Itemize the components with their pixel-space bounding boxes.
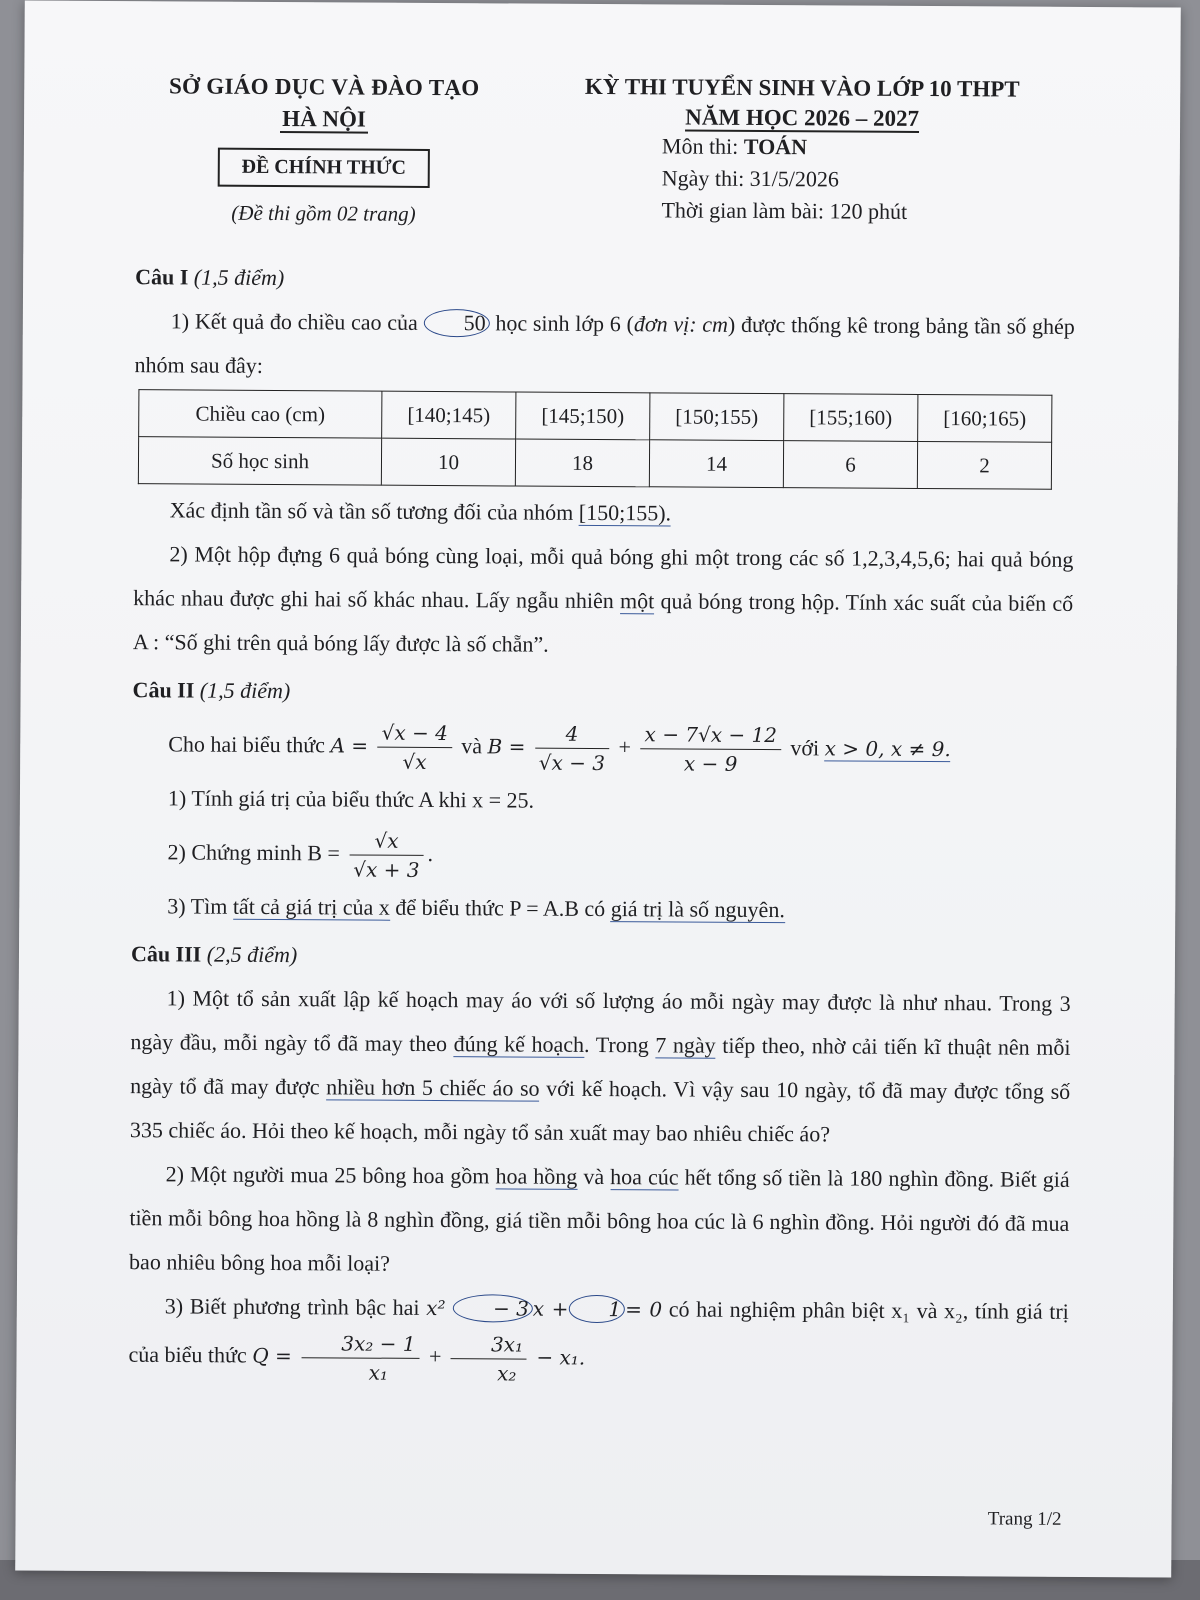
q2-item3: 3) Tìm tất cả giá trị của x để biểu thức P = A.B có giá trị là số nguyên. <box>167 893 785 923</box>
table-cell: 10 <box>381 438 515 486</box>
circled-coefficient: − 3 <box>453 1294 533 1322</box>
circled-number: 50 <box>424 309 490 337</box>
school-year: NĂM HỌC 2026 – 2027 <box>685 104 920 131</box>
date-line: Ngày thi: 31/5/2026 <box>661 165 840 192</box>
exam-date: 31/5/2026 <box>749 165 840 192</box>
fraction-Q2: $\frac{\text{3x₁}}{\text{x₂}}$ <box>451 1330 527 1387</box>
fraction-B1: $\frac{4}{√x - 3}$ <box>535 720 610 777</box>
q3-part2-text: 2) Một người mua 25 bông hoa gồm hoa hồng và hoa cúc hết tổng số tiền là 180 nghìn đồng. Biết giá tiền mỗi bông hoa hồng là 8 nghìn đồng, giá tiền mỗi bông hoa cúc là 6 nghìn đồng. Hỏi người đó đã mua bao nhiêu bông hoa mỗi loại? <box>129 1161 1070 1276</box>
pages-note: (Đề thi gồm 02 trang) <box>231 200 416 226</box>
fraction-A: $\frac{√x - 4}{√x}$ <box>377 719 452 776</box>
table-cell: 18 <box>515 439 649 487</box>
q1-task: Xác định tần số và tần số tương đối của nhóm [150;155). <box>169 497 672 526</box>
header-left <box>143 73 504 227</box>
page-number: Trang 1/2 <box>987 1508 1062 1530</box>
table-row-label: Chiều cao (cm) <box>139 390 382 438</box>
frequency-table <box>138 389 1053 490</box>
table-cell: [145;150) <box>516 392 650 440</box>
department-name: SỞ GIÁO DỤC VÀ ĐÀO TẠO <box>168 73 480 101</box>
exam-body <box>128 249 1075 1391</box>
table-cell: [150;155) <box>650 393 784 441</box>
table-cell: 14 <box>649 440 783 488</box>
q2-expressions: Cho hai biểu thức A = $\frac{√x - 4}{√x}$ và B = $\frac{4}{√x - 3}$ + $\frac{x - 7√x - 12}{x - 9}$ với x > 0, x ≠ 9. <box>132 712 1072 782</box>
table-row <box>138 437 1051 490</box>
official-label: ĐỀ CHÍNH THỨC <box>217 148 430 188</box>
table-cell: 6 <box>783 441 917 489</box>
table-row-label: Số học sinh <box>138 437 381 485</box>
underlined-group: [150;155). <box>578 499 672 526</box>
question-2-title: Câu II (1,5 điểm) <box>132 677 291 704</box>
q2-item2: 2) Chứng minh B = $\frac{√x}{√x + 3}$ . <box>131 820 1071 890</box>
q3-part1-text: 1) Một tổ sản xuất lập kế hoạch may áo với số lượng áo mỗi ngày may được là như nhau. Trong 3 ngày đầu, mỗi ngày tổ đã may theo đúng kế hoạch. Trong 7 ngày tiếp theo, nhờ cải tiến kĩ thuật nên mỗi ngày tổ đã may được nhiều hơn 5 chiếc áo so với kế hoạch. Vì vậy sau 10 ngày, tổ đã may được tổng số 335 chiếc áo. Hỏi theo kế hoạch, mỗi ngày tổ sản xuất may bao nhiêu chiếc áo? <box>129 985 1071 1147</box>
q1-part1-text: 1) Kết quả đo chiều cao của 50 học sinh lớp 6 (đơn vị: cm) được thống kê trong bảng tần số ghép nhóm sau đây: <box>134 308 1075 378</box>
city-name: HÀ NỘI <box>280 106 368 134</box>
table-row <box>139 390 1052 443</box>
circled-constant: 1 <box>568 1295 625 1323</box>
fraction-B-simplified: $\frac{√x}{√x + 3}$ <box>349 827 424 884</box>
condition: x > 0, x ≠ 9. <box>824 736 951 762</box>
table-cell: [140;145) <box>382 391 516 439</box>
exam-paper <box>15 0 1181 1577</box>
table-cell: [160;165) <box>918 394 1052 442</box>
q3-part3-text: 3) Biết phương trình bậc hai x² − 3 x + 1 = 0 có hai nghiệm phân biệt x₁ và x₂, tính giá trị của biểu thức Q = $\frac{\text{3x₂ − 1}}{\text{x₁}}$ + $\frac{\text{3x₁}}{\text{x₂}}$ − x₁. <box>128 1284 1069 1391</box>
subject-line: Môn thi: TOÁN <box>661 133 808 160</box>
table-cell: [155;160) <box>784 394 918 442</box>
exam-title: KỲ THI TUYỂN SINH VÀO LỚP 10 THPT <box>584 73 1020 102</box>
fraction-B2: $\frac{x - 7√x - 12}{x - 9}$ <box>640 721 781 779</box>
duration-line: Thời gian làm bài: 120 phút <box>661 197 908 224</box>
question-3-title: Câu III (2,5 điểm) <box>130 941 298 968</box>
q2-item1: 1) Tính giá trị của biểu thức A khi x = 25. <box>167 785 535 813</box>
question-1-title: Câu I (1,5 điểm) <box>135 264 285 291</box>
header-right <box>551 74 1052 229</box>
subject: TOÁN <box>743 133 808 160</box>
table-cell: 2 <box>917 441 1051 489</box>
fraction-Q1: $\frac{\text{3x₂ − 1}}{\text{x₁}}$ <box>301 1329 420 1387</box>
q1-part2-text: 2) Một hộp đựng 6 quả bóng cùng loại, mỗi quả bóng ghi một trong các số 1,2,3,4,5,6; hai quả bóng khác nhau được ghi hai số khác nhau. Lấy ngẫu nhiên một quả bóng trong hộp. Tính xác suất của biến cố A : “Số ghi trên quả bóng lấy được là số chẵn”. <box>132 541 1074 657</box>
duration: 120 phút <box>829 198 908 224</box>
